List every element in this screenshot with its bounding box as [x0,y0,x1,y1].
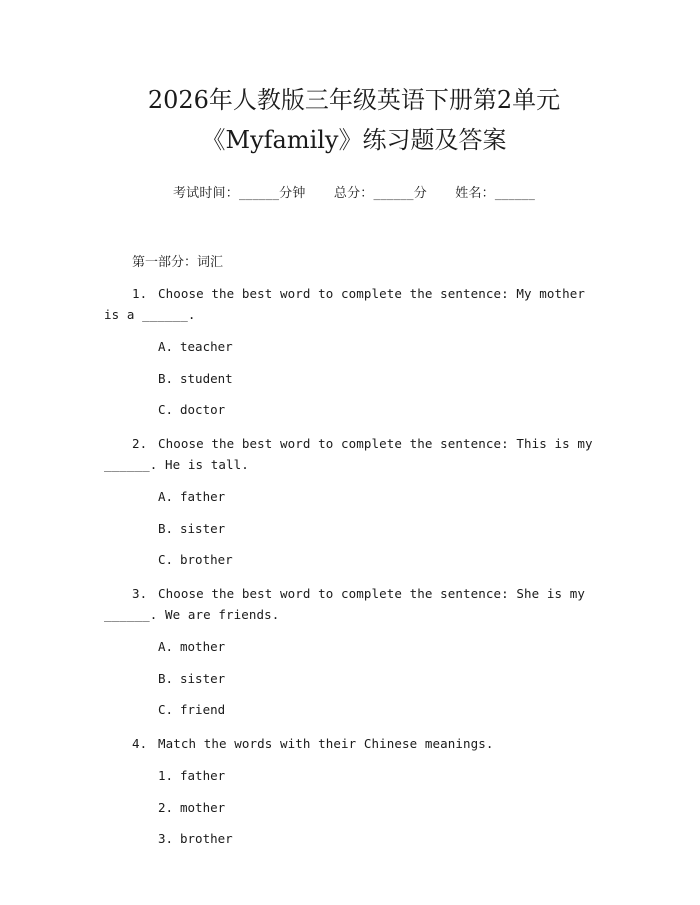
exam-score: 总分：______分 [333,186,427,201]
item-text: mother [180,799,226,815]
question-number: 1. [132,286,148,301]
option-letter: A. [158,639,174,654]
item-text: brother [180,831,233,846]
option [104,668,604,689]
question-3 [104,583,604,625]
question-4 [104,733,604,754]
match-item [104,828,604,849]
option [104,699,604,720]
question-3-options [104,636,604,720]
option-letter: A. [158,489,174,504]
option-text: doctor [180,402,226,417]
title-line-1: 2026年人教版三年级英语下册第2单元 [147,86,561,114]
question-text: Match the words with their Chinese meanings. [158,736,494,751]
question-2 [104,433,604,475]
question-2-options [104,486,604,570]
match-item [104,797,604,818]
question-text: Choose the best word to complete the sentence: She is my ______. We are friends. [104,586,586,622]
option-letter: B. [158,520,174,536]
option-letter: B. [158,670,174,686]
option-letter: A. [158,339,174,354]
option [104,636,604,657]
option-text: student [180,370,233,386]
item-number: 3. [158,831,174,846]
option-text: sister [180,670,226,686]
exam-name: 姓名：______ [455,186,536,201]
item-text: father [180,768,226,783]
option [104,368,604,389]
title-line-2: 《Myfamily》练习题及答案 [201,126,507,154]
option-text: mother [180,639,226,654]
option [104,518,604,539]
question-number: 2. [132,436,148,451]
question-text: Choose the best word to complete the sentence: This is my ______. He is tall. [104,436,593,472]
option-text: friend [180,702,226,717]
option-text: father [180,489,226,504]
option [104,399,604,420]
item-number: 2. [158,799,174,815]
option-text: brother [180,552,233,567]
item-number: 1. [158,768,174,783]
option [104,486,604,507]
exam-meta [104,182,604,201]
question-1 [104,283,604,325]
option-letter: C. [158,402,174,417]
option-letter: C. [158,702,174,717]
section-title: 第一部分：词汇 [132,255,224,270]
option-text: teacher [180,339,233,354]
match-item [104,765,604,786]
option [104,336,604,357]
option [104,549,604,570]
question-1-options [104,336,604,420]
document-title [104,0,604,160]
question-text: Choose the best word to complete the sentence: My mother is a ______. [104,286,586,322]
option-letter: B. [158,370,174,386]
option-text: sister [180,520,226,536]
question-number: 4. [132,736,148,751]
question-4-items [104,765,604,849]
question-number: 3. [132,586,148,601]
option-letter: C. [158,552,174,567]
exam-time: 考试时间：______分钟 [172,186,306,201]
